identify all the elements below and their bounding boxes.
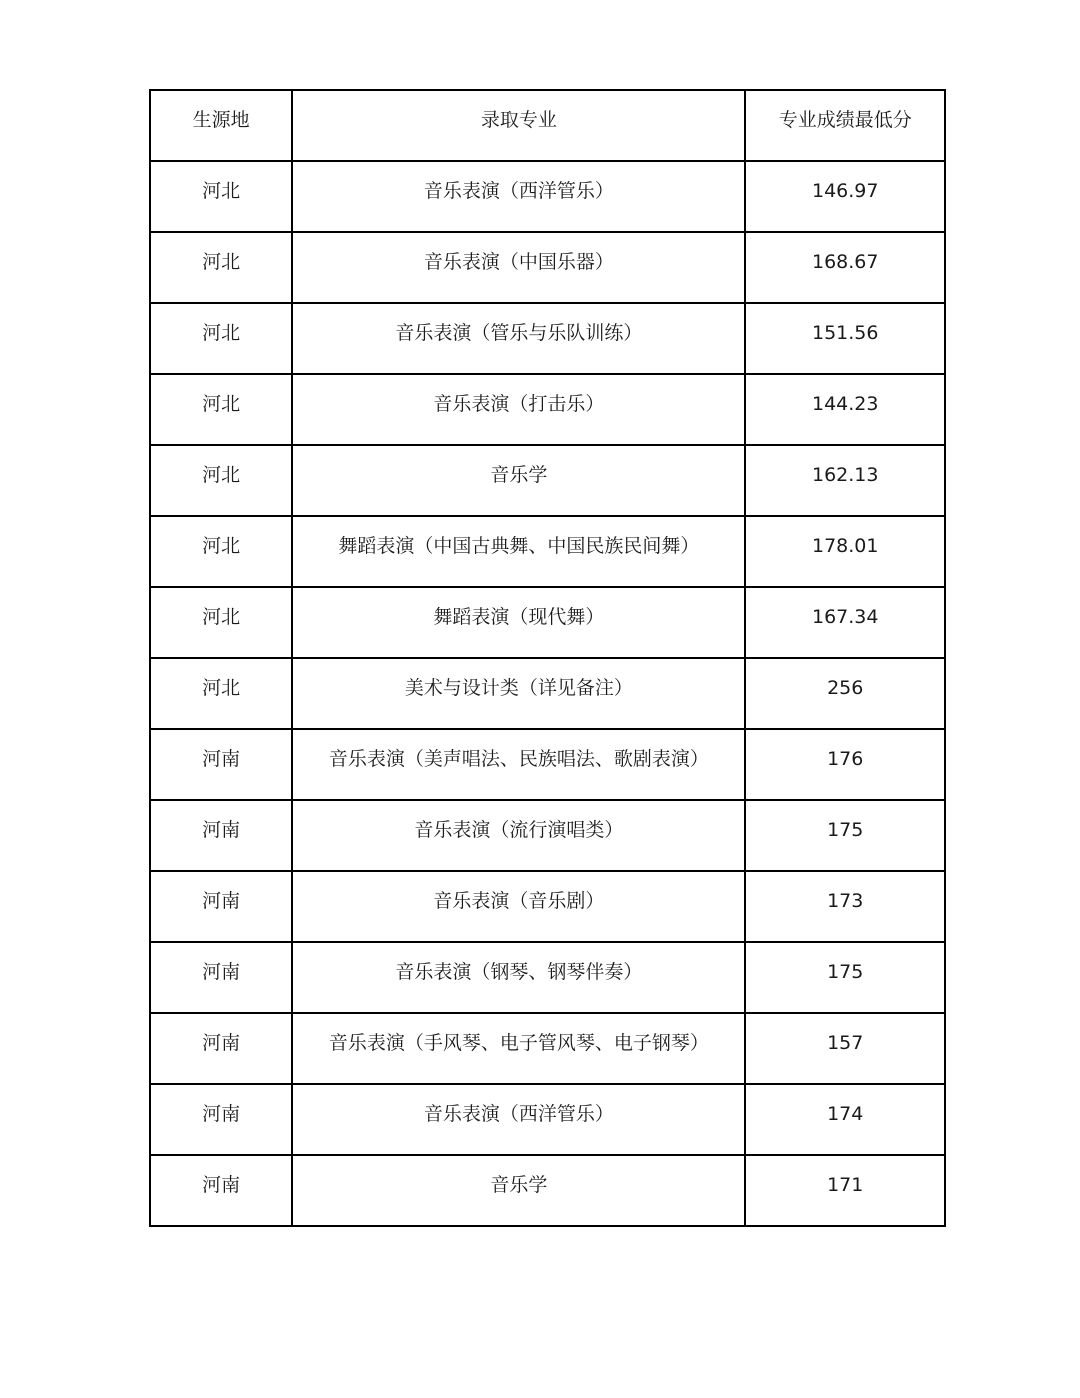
cell-origin: 河南 — [150, 1013, 292, 1084]
cell-origin: 河北 — [150, 658, 292, 729]
header-min-score: 专业成绩最低分 — [745, 90, 945, 161]
cell-major: 音乐表演（美声唱法、民族唱法、歌剧表演） — [292, 729, 745, 800]
cell-major: 音乐表演（流行演唱类） — [292, 800, 745, 871]
cell-score: 168.67 — [745, 232, 945, 303]
cell-score: 174 — [745, 1084, 945, 1155]
table-row — [150, 1013, 945, 1084]
table-row — [150, 516, 945, 587]
table-row — [150, 587, 945, 658]
table-row — [150, 303, 945, 374]
table-row — [150, 942, 945, 1013]
cell-score: 146.97 — [745, 161, 945, 232]
cell-score: 176 — [745, 729, 945, 800]
cell-score: 256 — [745, 658, 945, 729]
table-row — [150, 445, 945, 516]
table-header — [150, 90, 945, 161]
cell-origin: 河北 — [150, 303, 292, 374]
cell-score: 151.56 — [745, 303, 945, 374]
cell-score: 171 — [745, 1155, 945, 1226]
cell-score: 144.23 — [745, 374, 945, 445]
table-row — [150, 1084, 945, 1155]
table-row — [150, 729, 945, 800]
cell-score: 162.13 — [745, 445, 945, 516]
table-row — [150, 374, 945, 445]
header-row — [150, 90, 945, 161]
cell-origin: 河北 — [150, 232, 292, 303]
cell-score: 173 — [745, 871, 945, 942]
admission-score-table — [149, 89, 946, 1227]
cell-origin: 河南 — [150, 800, 292, 871]
table-row — [150, 232, 945, 303]
cell-origin: 河北 — [150, 516, 292, 587]
table-body — [150, 161, 945, 1226]
table-row — [150, 658, 945, 729]
cell-origin: 河北 — [150, 587, 292, 658]
cell-major: 音乐表演（西洋管乐） — [292, 161, 745, 232]
table-row — [150, 800, 945, 871]
cell-major: 舞蹈表演（现代舞） — [292, 587, 745, 658]
cell-score: 175 — [745, 942, 945, 1013]
cell-score: 167.34 — [745, 587, 945, 658]
header-major: 录取专业 — [292, 90, 745, 161]
cell-major: 音乐表演（手风琴、电子管风琴、电子钢琴） — [292, 1013, 745, 1084]
cell-origin: 河北 — [150, 445, 292, 516]
cell-score: 157 — [745, 1013, 945, 1084]
cell-origin: 河南 — [150, 942, 292, 1013]
cell-origin: 河北 — [150, 161, 292, 232]
cell-score: 178.01 — [745, 516, 945, 587]
table-row — [150, 1155, 945, 1226]
table-row — [150, 161, 945, 232]
cell-major: 音乐学 — [292, 445, 745, 516]
cell-major: 美术与设计类（详见备注） — [292, 658, 745, 729]
cell-origin: 河北 — [150, 374, 292, 445]
cell-major: 音乐学 — [292, 1155, 745, 1226]
cell-origin: 河南 — [150, 871, 292, 942]
cell-major: 音乐表演（钢琴、钢琴伴奏） — [292, 942, 745, 1013]
table-row — [150, 871, 945, 942]
cell-major: 音乐表演（音乐剧） — [292, 871, 745, 942]
cell-major: 音乐表演（打击乐） — [292, 374, 745, 445]
cell-major: 舞蹈表演（中国古典舞、中国民族民间舞） — [292, 516, 745, 587]
cell-major: 音乐表演（管乐与乐队训练） — [292, 303, 745, 374]
header-origin: 生源地 — [150, 90, 292, 161]
cell-origin: 河南 — [150, 1155, 292, 1226]
cell-origin: 河南 — [150, 1084, 292, 1155]
cell-major: 音乐表演（中国乐器） — [292, 232, 745, 303]
cell-score: 175 — [745, 800, 945, 871]
cell-origin: 河南 — [150, 729, 292, 800]
cell-major: 音乐表演（西洋管乐） — [292, 1084, 745, 1155]
